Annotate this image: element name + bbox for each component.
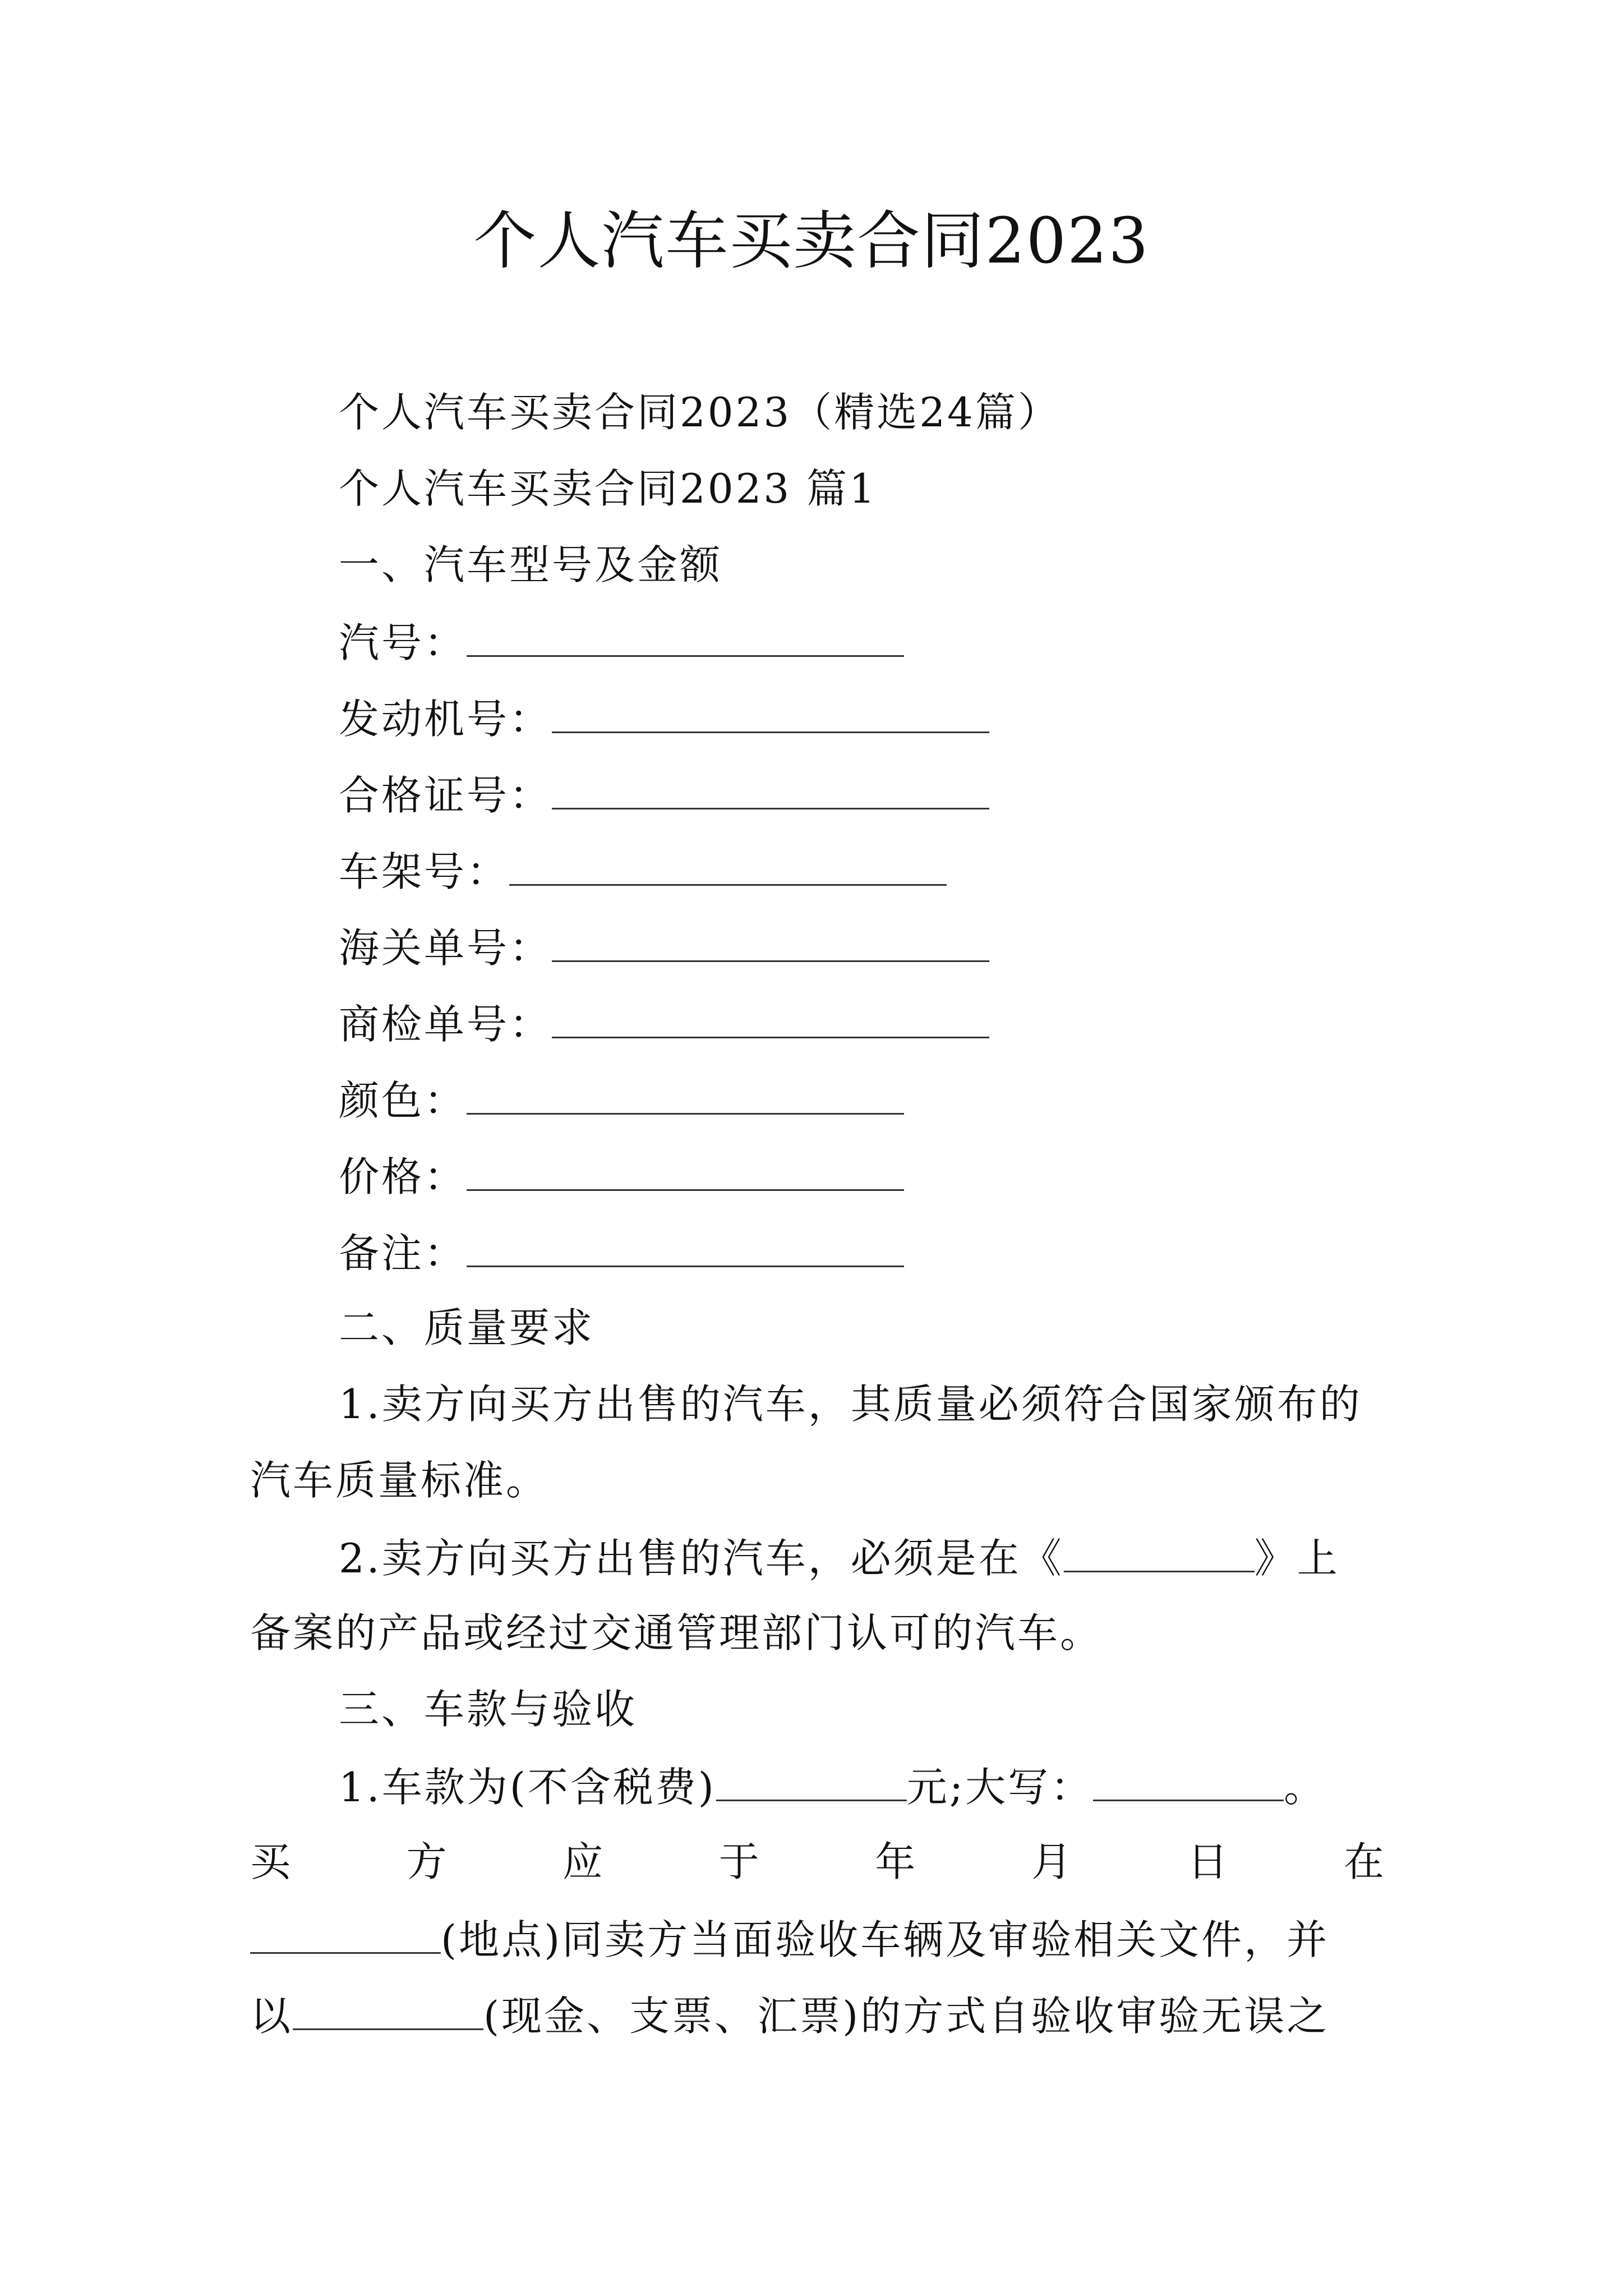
text-segment: (地点)同卖方当面验收车辆及审验相关文件，并 [441,1916,1330,1963]
field-frame-number [339,845,947,897]
field-label: 车架号： [339,848,510,895]
text-segment: 2.卖方向买方出售的汽车，必须是在《 [339,1535,1064,1582]
blank-line [552,769,989,809]
field-label: 价格： [339,1153,467,1200]
section1-heading: 一、汽车型号及金额 [339,541,723,588]
blank-line [1064,1531,1255,1572]
field-label: 备注： [339,1230,467,1277]
blank-line [552,997,989,1038]
field-engine-number [339,692,989,744]
document-subtitle: 个人汽车买卖合同2023（精选24篇） [339,389,1061,436]
text-segment: 以 [250,1993,293,2040]
field-inspection-number [339,997,989,1050]
chapter-heading: 个人汽车买卖合同2023 篇1 [339,465,877,512]
blank-line [552,921,989,962]
field-label: 合格证号： [339,772,552,819]
field-remarks [339,1226,904,1278]
blank-line [293,1989,483,2030]
section3-line4 [250,1989,1329,2041]
text-segment: 买 方 应 于 [250,1838,811,1885]
field-customs-number [339,921,989,973]
blank-line [509,845,947,886]
text-segment: 》上 [1254,1535,1340,1582]
blank-line [467,1150,904,1191]
text-segment: 月 [1031,1838,1123,1885]
section3-line2 [250,1837,1384,1887]
field-label: 发动机号： [339,696,552,743]
field-model-number [339,616,904,668]
section3-line1 [339,1760,1326,1812]
blank-line [467,1074,904,1115]
section2-item1-line2: 汽车质量标准。 [250,1457,549,1504]
document-title: 个人汽车买卖合同2023 [473,205,1150,278]
section3-heading: 三、车款与验收 [339,1686,638,1733]
text-segment: (现金、支票、汇票)的方式自验收审验无误之 [483,1993,1330,2040]
text-segment: 元;大写： [906,1764,1094,1811]
text-segment: 1.车款为(不含税费) [339,1764,716,1811]
field-price [339,1150,904,1202]
field-label: 颜色： [339,1077,467,1124]
blank-line [467,1226,904,1267]
blank-line [467,616,904,657]
section2-item2-line2: 备案的产品或经过交通管理部门认可的汽车。 [250,1609,1103,1657]
blank-line [250,1913,441,1954]
blank-line [1093,1760,1284,1801]
field-color [339,1074,904,1126]
field-label: 商检单号： [339,1001,552,1048]
blank-line [552,692,989,733]
field-certificate-number [339,769,989,821]
section2-heading: 二、质量要求 [339,1304,595,1351]
section3-line3 [250,1913,1329,1965]
text-segment: 年 [875,1838,967,1885]
section2-item1-line1: 1.卖方向买方出售的汽车，其质量必须符合国家颁布的 [339,1381,1362,1428]
field-label: 海关单号： [339,924,552,972]
field-label: 汽号： [339,619,467,666]
section2-item2-line1 [339,1531,1340,1584]
text-segment: 日 在 [1187,1838,1384,1885]
blank-line [716,1760,907,1801]
text-segment: 。 [1284,1764,1327,1811]
